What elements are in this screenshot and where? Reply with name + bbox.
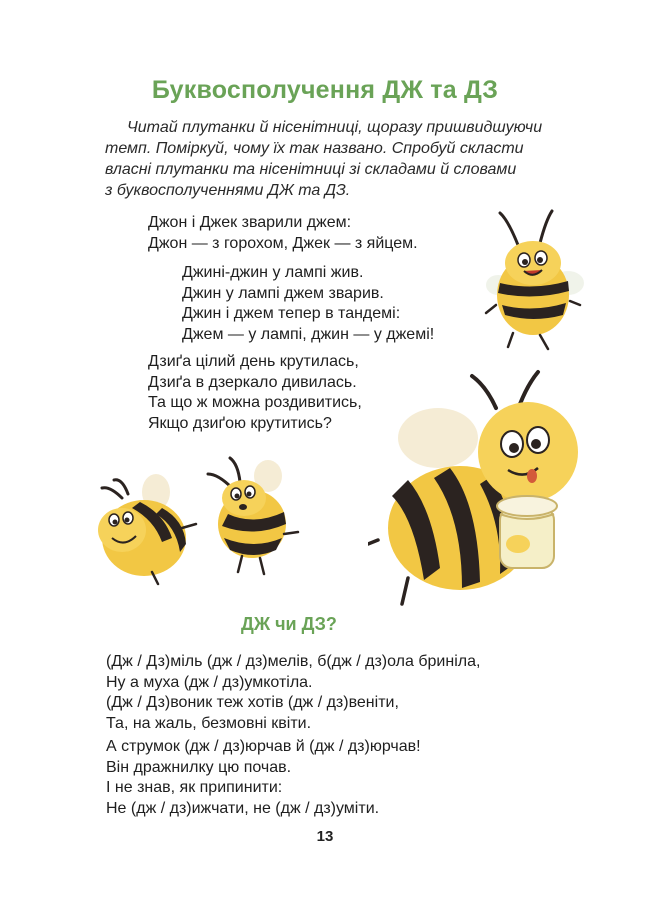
exercise-line: А струмок (дж / дз)юрчав й (дж / дз)юрчав! bbox=[106, 738, 421, 755]
tongue-twister-jon-jack bbox=[148, 213, 418, 254]
instruction-text bbox=[105, 117, 575, 201]
bee-icon bbox=[478, 205, 588, 355]
exercise-stanza bbox=[106, 737, 421, 819]
instruction-line: з буквосполученнями ДЖ та ДЗ. bbox=[105, 182, 351, 199]
page-number: 13 bbox=[316, 828, 334, 845]
poem-line: Джин і джем тепер в тандемі: bbox=[182, 305, 401, 322]
tongue-twister-genie bbox=[182, 263, 434, 345]
exercise-line: Він дражнилку цю почав. bbox=[106, 758, 292, 776]
instruction-line: Читай плутанки й нісенітниці, щоразу пришвидшуючи bbox=[127, 119, 543, 136]
exercise-line: Не (дж / дз)ижчати, не (дж / дз)уміти. bbox=[106, 799, 380, 817]
exercise-line: Та, на жаль, безмовні квіти. bbox=[106, 714, 312, 732]
bee-icon bbox=[92, 468, 202, 588]
exercise-title: ДЖ чи ДЗ? bbox=[241, 614, 337, 634]
poem-line: Джон і Джек зварили джем: bbox=[148, 214, 352, 231]
exercise-stanza bbox=[106, 652, 480, 734]
poem-line: Дзиґа цілий день крутилась, bbox=[148, 353, 359, 370]
exercise-line: І не знав, як припинити: bbox=[106, 779, 283, 796]
poem-line: Джем — у лампі, джин — у джемі! bbox=[182, 325, 435, 343]
poem-line: Дзиґа в дзеркало дивилась. bbox=[148, 373, 357, 391]
bee-with-honey-jar-icon bbox=[368, 368, 598, 618]
bee-icon bbox=[198, 452, 308, 582]
poem-line: Якщо дзиґою крутитись? bbox=[148, 414, 332, 432]
poem-line: Джон — з горохом, Джек — з яйцем. bbox=[148, 234, 418, 252]
instruction-line: темп. Поміркуй, чому їх так названо. Спробуй скласти bbox=[105, 140, 524, 157]
page-title: Буквосполучення ДЖ та ДЗ bbox=[151, 76, 499, 104]
poem-line: Та що ж можна роздивитись, bbox=[148, 394, 362, 411]
poem-line: Джині-джин у лампі жив. bbox=[182, 264, 364, 281]
exercise-line: (Дж / Дз)воник теж хотів (дж / дз)веніти, bbox=[106, 694, 399, 711]
instruction-line: власні плутанки та нісенітниці зі складами й словами bbox=[105, 161, 517, 178]
poem-line: Джин у лампі джем зварив. bbox=[182, 284, 384, 302]
exercise-line: (Дж / Дз)міль (дж / дз)мелів, б(дж / дз)ола бриніла, bbox=[106, 653, 481, 670]
exercise-line: Ну а муха (дж / дз)умкотіла. bbox=[106, 673, 313, 691]
tongue-twister-spinning-top bbox=[148, 352, 362, 434]
